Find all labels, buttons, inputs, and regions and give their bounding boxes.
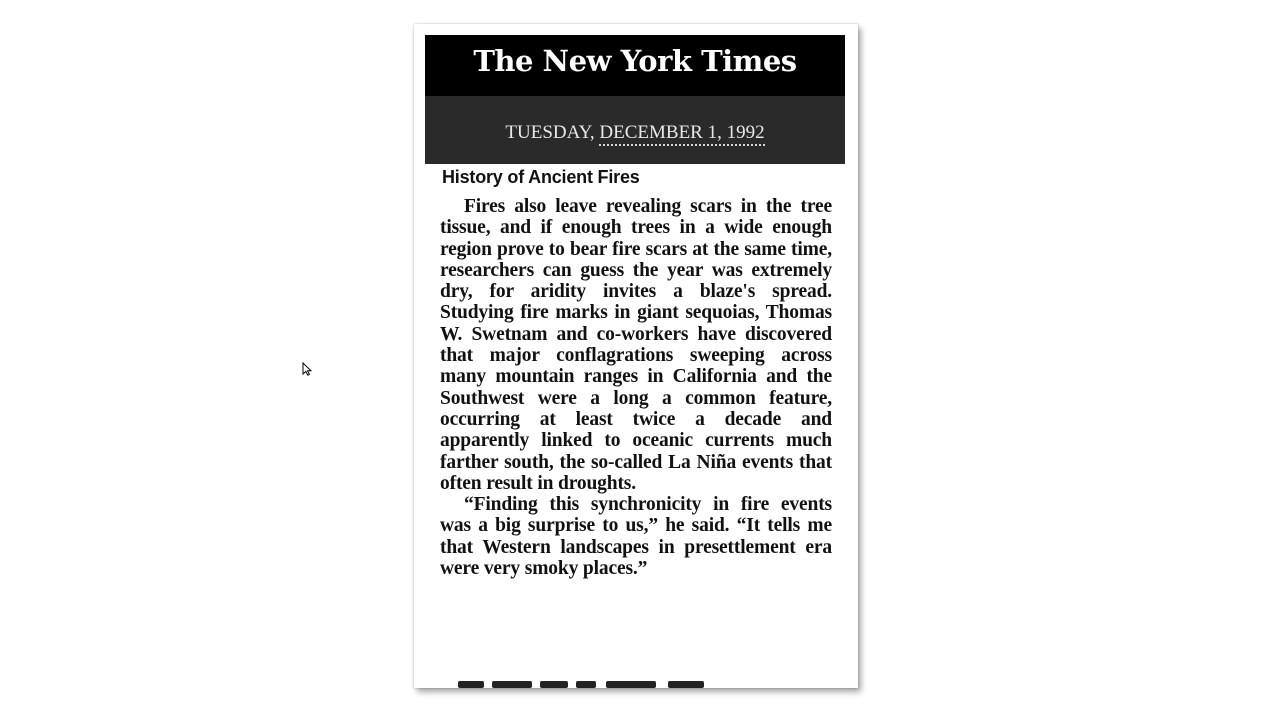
article-paragraph: Fires also leave revealing scars in the tree tissue, and if enough trees in a wide enough region prove to bear fire scars at the same time, researchers can guess the year was extremely dry, for aridity invites a blaze's spread. Studying fire marks in giant sequoias, Thomas W. Swetnam and co-workers have discovered that major conflagrations sweeping across many mountain ranges in California and the Southwest were a long a common feature, occurring at least twice a decade and apparently linked to oceanic currents much farther south, the so-called La Niña events that often result in droughts. — [440, 196, 832, 494]
article-body — [440, 167, 832, 579]
article-paragraph: “Finding this synchronicity in fire events was a big surprise to us,” he said. “It tells me that Western landscapes in presettlement era were very smoky places.” — [440, 494, 832, 580]
mouse-pointer-icon — [302, 362, 312, 376]
article-headline: History of Ancient Fires — [442, 167, 640, 187]
dateline-date[interactable]: DECEMBER 1, 1992 — [599, 122, 764, 146]
newspaper-masthead — [425, 35, 845, 96]
dateline-weekday: TUESDAY, — [505, 122, 595, 143]
masthead-title: The New York Times — [473, 44, 797, 78]
newspaper-clipping — [414, 24, 858, 688]
dateline-bar — [425, 96, 845, 164]
cut-off-text-line — [440, 678, 832, 688]
